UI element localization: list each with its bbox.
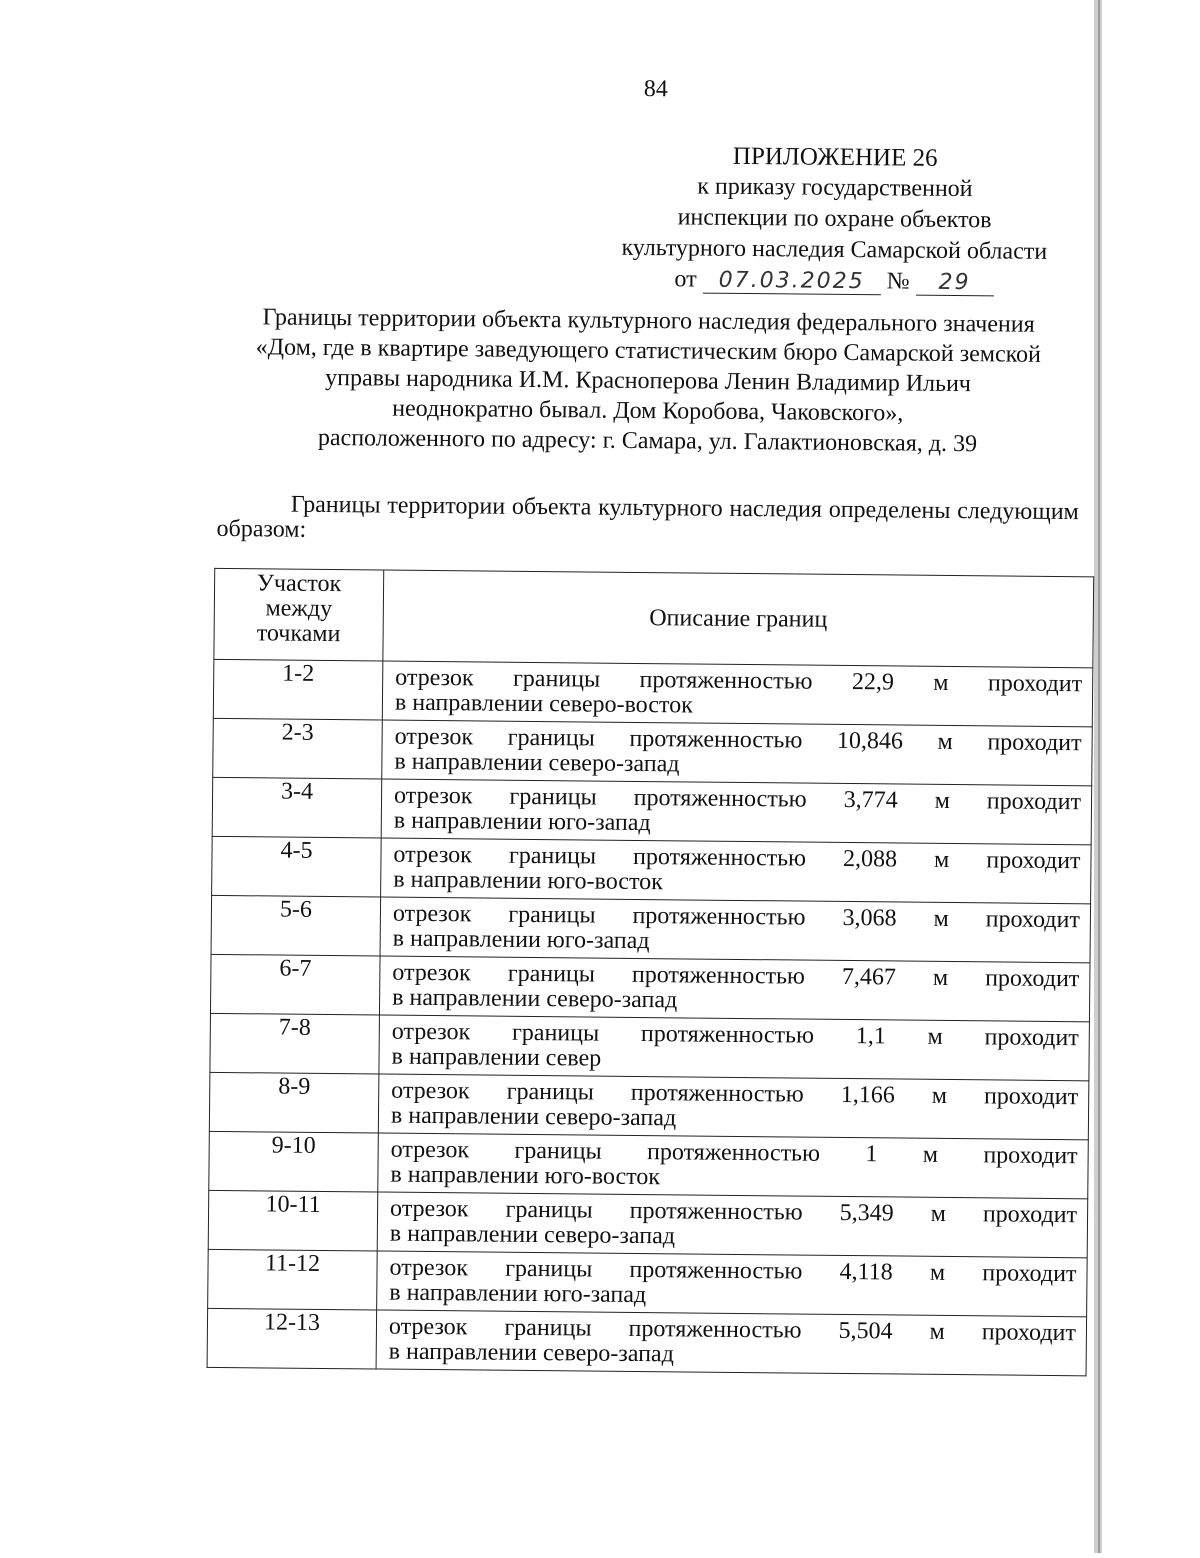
description-direction: в направлении юго-восток xyxy=(390,1161,661,1191)
table-row xyxy=(208,1249,1088,1316)
segment-header-line-1: Участок xyxy=(256,570,342,598)
description-word: границы xyxy=(506,1078,594,1106)
table-body xyxy=(207,659,1093,1375)
description-direction: в направлении северо-запад xyxy=(390,1102,677,1132)
description-cell xyxy=(382,720,1093,786)
table-row xyxy=(212,777,1092,844)
segment-cell: 1-2 xyxy=(213,659,383,720)
description-cell xyxy=(379,1015,1090,1081)
description-word: отрезок xyxy=(395,664,474,692)
segment-cell: 12-13 xyxy=(207,1308,377,1369)
description-word: протяженностью xyxy=(630,1079,804,1108)
description-word: проходит xyxy=(985,965,1080,993)
table-row xyxy=(211,895,1091,962)
table-row xyxy=(213,718,1093,785)
description-word: м xyxy=(927,1023,943,1050)
description-word: проходит xyxy=(986,847,1081,875)
description-word: границы xyxy=(511,1019,600,1047)
segment-cell: 5-6 xyxy=(211,895,381,956)
from-label: от xyxy=(674,266,697,293)
segment-header-line-3: точками xyxy=(256,620,341,648)
description-word: отрезок xyxy=(393,841,473,869)
page-number: 84 xyxy=(643,76,668,103)
table-header-row xyxy=(214,568,1094,667)
description-word: протяженностью xyxy=(629,725,803,754)
boundaries-table xyxy=(207,568,1095,1376)
description-direction: в направлении северо-запад xyxy=(389,1220,676,1250)
handwritten-number: 29 xyxy=(915,271,993,297)
appendix-block xyxy=(564,139,1105,299)
description-word: отрезок xyxy=(389,1254,469,1282)
description-direction: в направлении юго-восток xyxy=(393,866,663,896)
description-word: границы xyxy=(508,901,596,929)
description-word: м xyxy=(930,1200,947,1227)
segment-cell: 2-3 xyxy=(213,718,383,779)
segment-column-header xyxy=(214,568,384,661)
description-word: границы xyxy=(514,1137,602,1165)
description-word: границы xyxy=(505,1196,593,1224)
description-word: проходит xyxy=(982,1260,1077,1288)
description-word: проходит xyxy=(985,906,1081,934)
table-row xyxy=(210,954,1090,1021)
segment-cell: 6-7 xyxy=(210,954,380,1015)
description-cell xyxy=(378,1074,1089,1140)
appendix-line-2: инспекции по охране объектов xyxy=(677,204,992,234)
appendix-line-1: к приказу государственной xyxy=(697,173,973,203)
appendix-title: ПРИЛОЖЕНИЕ 26 xyxy=(732,142,938,172)
description-word: протяженностью xyxy=(633,784,807,813)
description-word: отрезок xyxy=(390,1136,470,1164)
segment-header-line-2: между xyxy=(265,595,333,623)
description-word: отрезок xyxy=(391,1018,471,1046)
description-direction: в направлении север xyxy=(391,1043,602,1072)
segment-cell: 3-4 xyxy=(212,777,382,838)
description-word: м xyxy=(929,1259,946,1286)
description-direction: в направлении северо-запад xyxy=(388,1338,674,1368)
description-word: м xyxy=(934,787,950,814)
description-cell xyxy=(380,897,1091,963)
description-word: протяженностью xyxy=(632,843,807,872)
description-word: м xyxy=(933,669,949,696)
description-word: отрезок xyxy=(388,1313,468,1341)
description-word: проходит xyxy=(982,1201,1078,1229)
description-cell xyxy=(377,1192,1088,1258)
description-word: проходит xyxy=(981,1319,1077,1347)
description-word: проходит xyxy=(983,1142,1078,1170)
description-word: м xyxy=(922,1141,939,1168)
heading-line-1: Границы территории объекта культурного наследия федерального значения xyxy=(262,304,1035,338)
description-word: протяженностью xyxy=(629,1197,803,1226)
description-word: протяженностью xyxy=(628,1315,802,1344)
description-word: 1,166 xyxy=(840,1081,895,1109)
description-word: протяженностью xyxy=(631,961,806,990)
description-word: 1 xyxy=(865,1141,878,1168)
heading-line-3: управы народника И.М. Красноперова Ленин Владимир Ильич xyxy=(325,364,972,398)
description-word: границы xyxy=(507,960,596,988)
heading-line-2: «Дом, где в квартире заведующего статистическим бюро Самарской земской xyxy=(255,334,1042,368)
order-date-number-line xyxy=(674,264,993,298)
description-column-header: Описание границ xyxy=(383,570,1094,668)
description-word: 3,774 xyxy=(843,786,898,814)
description-word: м xyxy=(937,728,953,756)
description-word: отрезок xyxy=(394,723,474,751)
description-word: границы xyxy=(505,1255,593,1283)
description-word: проходит xyxy=(986,788,1082,816)
segment-cell: 11-12 xyxy=(208,1249,378,1310)
description-cell xyxy=(382,661,1093,727)
description-word: 1,1 xyxy=(855,1023,886,1050)
description-word: отрезок xyxy=(392,900,472,928)
document-heading xyxy=(207,302,1088,460)
table-row xyxy=(207,1308,1087,1375)
description-word: границы xyxy=(504,1314,592,1342)
description-word: проходит xyxy=(983,1083,1079,1111)
description-word: протяженностью xyxy=(632,902,806,931)
description-direction: в направлении северо-запад xyxy=(394,748,680,778)
description-word: протяженностью xyxy=(629,1256,803,1285)
description-word: отрезок xyxy=(393,782,473,810)
description-word: 22,9 xyxy=(851,669,895,696)
description-word: 5,504 xyxy=(838,1317,893,1345)
segment-cell: 10-11 xyxy=(208,1190,378,1251)
description-word: протяженностью xyxy=(646,1139,821,1167)
table-row xyxy=(212,836,1092,903)
description-direction: в направлении юго-запад xyxy=(392,925,650,955)
description-direction: в направлении северо-запад xyxy=(392,984,678,1014)
table-row xyxy=(209,1072,1089,1139)
description-word: проходит xyxy=(984,1024,1079,1052)
segment-cell: 4-5 xyxy=(212,836,382,897)
intro-paragraph: Границы территории объекта культурного наследия определены следующим образом: xyxy=(216,491,1079,543)
table-row xyxy=(209,1131,1089,1198)
appendix-line-3: культурного наследия Самарской области xyxy=(621,234,1048,265)
description-word: м xyxy=(929,1318,945,1345)
segment-cell: 8-9 xyxy=(209,1072,379,1133)
description-word: 2,088 xyxy=(842,845,898,873)
description-word: границы xyxy=(512,665,601,693)
description-word: проходит xyxy=(987,729,1082,757)
description-word: 4,118 xyxy=(839,1258,893,1286)
handwritten-date: 07.03.2025 xyxy=(703,269,881,296)
table-row xyxy=(208,1190,1088,1257)
description-word: протяженностью xyxy=(640,1021,815,1049)
description-direction: в направлении юго-запад xyxy=(393,807,651,837)
description-word: 5,349 xyxy=(839,1199,894,1227)
description-direction: в направлении юго-запад xyxy=(389,1279,647,1309)
segment-cell: 9-10 xyxy=(209,1131,379,1192)
description-word: границы xyxy=(509,783,597,811)
description-direction: в направлении северо-восток xyxy=(394,689,693,719)
description-word: отрезок xyxy=(389,1195,469,1223)
number-label: № xyxy=(886,268,910,295)
description-cell xyxy=(378,1133,1089,1199)
description-cell xyxy=(381,779,1092,845)
description-word: проходит xyxy=(987,670,1083,698)
table-row xyxy=(213,659,1093,726)
heading-line-4: неоднократно бывал. Дом Коробова, Чаковского», xyxy=(392,395,904,427)
table-row xyxy=(210,1013,1090,1080)
description-word: границы xyxy=(507,724,595,752)
description-word: протяженностью xyxy=(639,666,813,695)
description-cell xyxy=(376,1310,1087,1376)
description-word: отрезок xyxy=(391,1077,470,1105)
description-word: границы xyxy=(508,842,597,870)
description-cell xyxy=(381,838,1092,904)
description-cell xyxy=(377,1251,1088,1317)
description-word: 7,467 xyxy=(841,963,897,991)
description-word: м xyxy=(932,964,949,991)
description-word: 3,068 xyxy=(842,904,897,932)
heading-line-5: расположенного по адресу: г. Самара, ул. Галактионовская, д. 39 xyxy=(317,424,978,458)
description-word: отрезок xyxy=(392,959,471,987)
description-word: м xyxy=(931,1082,948,1109)
description-word: м xyxy=(933,846,950,873)
description-word: 10,846 xyxy=(836,727,904,755)
segment-cell: 7-8 xyxy=(210,1013,380,1074)
description-cell xyxy=(379,956,1090,1022)
description-word: м xyxy=(933,905,949,932)
